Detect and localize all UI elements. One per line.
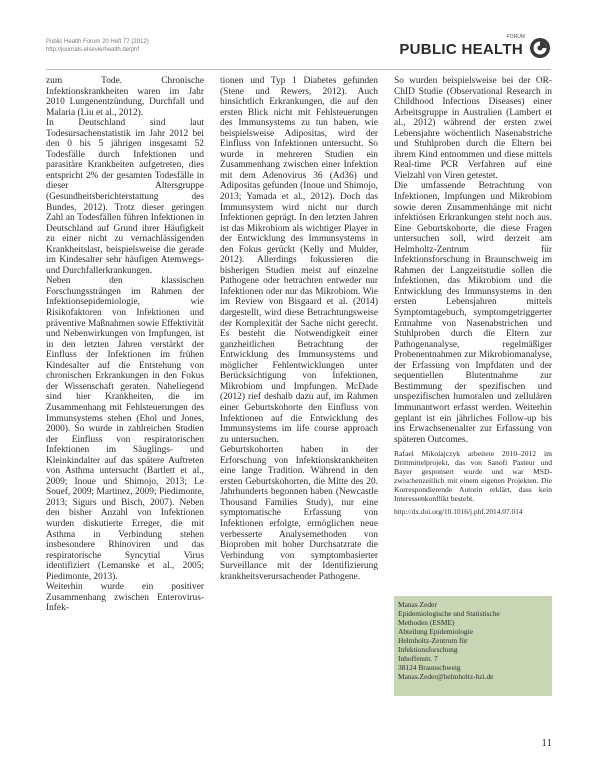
paragraph: So wurden beispielsweise bei der OR-ChID Studie (Observational Research in Childhood Infectious Diseases) einer Arbeitsgruppe in Australien (Lambert et al., 2012) während der ersten zwei Lebensjahre wöchentlich Nasenabstriche und Stuhlproben durch die Eltern bei ihrem Kind entnommen und diese mittels Real-time PCR Verfahren auf eine Vielzahl von Viren getestet. [394,76,552,181]
page-header [46,36,551,66]
paragraph: zum Tode. Chronische Infektionskrankheiten waren im Jahr 2010 Lungenentzündung, Durchfall und Malaria (Liu et al., 2012). [46,76,204,118]
paragraph: Geburtskohorten haben in der Erforschung von Infektionskrankheiten eine lange Tradition. Während in den ersten Geburtskohorten, die Mitte des 20. Jahrhunderts begonnen haben (Newcastle Thousand Families Study), nur eine symptomatische Erfassung von Infektionen erfolgte, ermöglichen neue verbesserte Analysemethoden von Bioproben mit hoher Durchsatzrate die Verbindung von symptombasierter Surveillance mit der Identifizierung krankheitsverursachender Pathogene. [220,445,378,582]
brand-sup: FORUM [506,34,525,40]
journal-citation: Public Health Forum 20 Heft 77 (2012) [46,39,149,45]
paragraph: Neben den klassischen Forschungssträngen im Rahmen der Infektionsepidemiologie, wie Risikofaktoren von Infektionen und präventive Maßnahmen sowie Effektivität und Nebenwirkungen von Impfungen, ist in den letzten Jahren verstärkt der Einfluss der Infektionen im frühen Kindesalter auf die Entstehung von chronischen Erkrankungen in den Fokus der Wissenschaft geraten. Naheliegend sind hier Krankheiten, die im Zusammenhang mit Fehlsteuerungen des Immunsystems stehen (Ehol und Jones, 2000). So wurde in zahlreichen Studien der Einfluss von respiratorischen Infektionen im Säuglings- und Kleinkindalter auf das spätere Auftreten von Asthma untersucht (Bartlett et al., 2009; Inoue und Shimojo, 2013; Le Souef, 2009; Martinez, 2009; Piedimonte, 2013; Sigurs und Bisch, 2007). Neben den bisher Anzahl von Infektionen wurden diskutierte Erreger, die mit Asthma in Verbindung stehen insbesondere Rhinoviren und das respiratorische Syncytial Virus identifiziert (Lemanske et al., 2005; Piedimonte, 2013). [46,276,204,582]
contact-line: Helmholtz-Zentrum für [398,636,468,645]
contact-name: Manas Zeder [398,600,437,609]
author-contact-box [394,596,552,696]
journal-meta [46,38,149,54]
text-column-3 [394,76,552,516]
contact-line: 38124 Braunschweig [398,663,461,672]
brand-name: PUBLIC HEALTH [399,41,523,58]
contact-line: Epidemiologische und Statistische [398,609,500,618]
contact-line: Abteilung Epidemiologie [398,627,473,636]
contact-line: Infektionsforschung [398,645,458,654]
paragraph: In Deutschland sind laut Todesursachenstatistik im Jahr 2012 bei den 0 bis 5 jährigen insgesamt 52 Todesfälle durch Infektionen und parasitäre Krankheiten aufgetreten, dies entspricht 2% der gesamten Todesfälle in dieser Altersgruppe (Gesundheitsberichterstattung des Bundes, 2012). Trotz dieser geringen Zahl an Todesfällen führen Infektionen in Deutschland auf Grund ihrer Häufigkeit zu einer nicht zu vernachlässigenden Krankheitslast, beispielsweise die gerade im Kindesalter sehr häufigen Atemwegs- und Durchfallerkrankungen. [46,118,204,276]
contact-email[interactable]: Manas.Zeder@helmholtz-hzi.de [398,672,494,681]
contact-line: Inhoffenstr. 7 [398,654,438,663]
paragraph: Die umfassende Betrachtung von Infektionen, Impfungen und Mikrobiom sowie deren Zusammenhänge mit nicht infektiösen Erkrankungen steht noch aus. Eine Geburtskohorte, die diese Fragen untersuchen soll, wird derzeit am Helmholtz-Zentrum für Infektionsforschung in Braunschweig im Rahmen der Langzeitstudie sollen die Infektionen, das Mikrobiom und die Entwicklung des Immunsystems in den ersten Lebensjahren mittels Symptomtagebuch, symptomgetriggerter Entnahme von Nasenabstrichen und Stuhlproben durch die Eltern zur Pathogenanalyse, regelmäßiger Probenentnahmen zur Mikrobiomanalyse, der Erfassung von Impfdaten und der sequentiellen Blutentnahme zur Bestimmung der spezifischen und unspezifischen humoralen und zellulären Immunantwort erfasst werden. Weiterhin geplant ist ein jährliches Follow-up bis ins Erwachsenenalter zur Erfassung von späteren Outcomes. [394,181,552,445]
page-number: 11 [541,737,552,749]
text-column-2 [220,76,378,582]
paragraph: Weiterhin wurde ein positiver Zusammenhang zwischen Enterovirus-Infek- [46,582,204,614]
paragraph: tionen und Typ 1 Diabetes gefunden (Stene und Rewers, 2012). Auch hinsichtlich Erkrankungen, die auf den ersten Blick nicht mit Fehlsteuerungen des Immunsystems zu tun haben, wie beispielsweise Adipositas, wird der Einfluss von Infektionen untersucht. So wurde in mehreren Studien ein Zusammenhang zwischen einer Infektion mit dem Adenovirus 36 (Ad36) und Adipositas gefunden (Inoue und Shimojo, 2013; Yamada et al., 2012). Doch das Immunsystem wird nicht nur durch Infektionen geprägt. In den letzten Jahren ist das Mikrobiom als wichtiger Player in der Entwicklung des Immunsystems in den Fokus gerückt (Kelly und Mulder, 2012). Allerdings fokussieren die bisherigen Studien meist auf einzelne Pathogene oder betrachten entweder nur Infektionen oder nur das Mikrobiom. Wie im Review von Bisgaard et al. (2014) dargestellt, wird diese Betrachtungsweise der Komplexität der Sache nicht gerecht. Es besteht die Notwendigkeit einer ganzheitlichen Betrachtung der Entwicklung des Immunsystems und möglicher Fehlentwicklungen unter Berücksichtigung von Infektionen, Mikrobiom und Impfungen. McDade (2012) rief deshalb dazu auf, im Rahmen einer Geburtskohorte den Einfluss von Infektionen auf die Entwicklung des Immunsystems im life course approach zu untersuchen. [220,76,378,445]
circular-logo-icon [529,37,551,59]
doi-link[interactable]: http://dx.doi.org/10.1016/j.phf.2014.07.014 [394,507,523,517]
text-column-1 [46,76,204,614]
conflict-of-interest-note: Rafael Mikolajczyk arbeitete 2010–2012 im Drittmittelprojekt, das von Sanofi Pasteur und Bayer gesponsert wurde und war MSD-zwischenzeitlich mit einem eigenen Projekten. Die Korrespondierende Autorin erklärt, dass kein Interessenkonflikt besteht. [394,449,552,504]
header-rule [46,69,551,70]
contact-line: Methoden (ESME) [398,618,455,627]
journal-url: http://journals.elsevierhealth.de/phf [46,47,140,53]
